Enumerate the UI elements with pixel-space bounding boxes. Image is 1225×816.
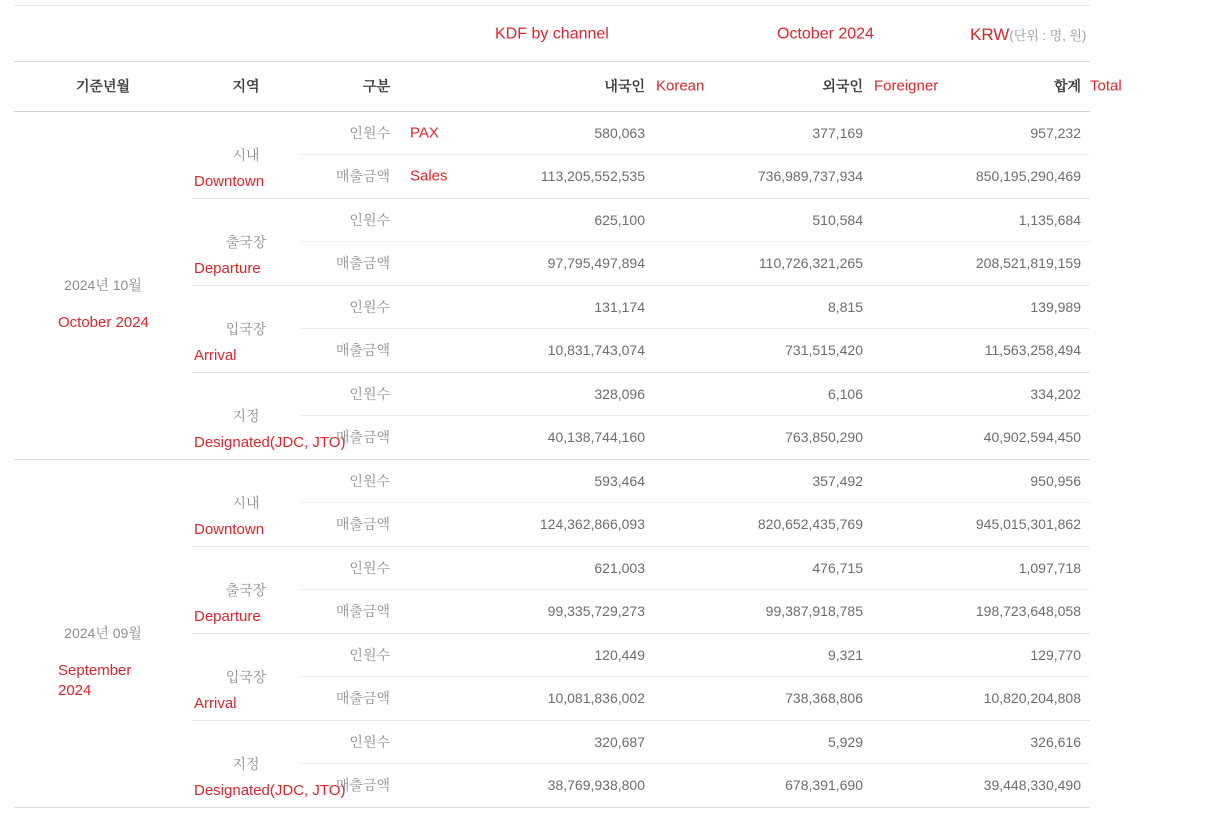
korean-value-cell: 580,063	[402, 111, 645, 155]
total-value-cell: 1,097,718	[863, 546, 1090, 590]
category-label: 인원수	[349, 385, 390, 402]
foreigner-value-cell: 8,815	[645, 285, 863, 329]
category-label: 매출금액	[335, 168, 390, 185]
korean-value-cell: 38,769,938,800	[402, 764, 645, 808]
month-annotation: October 2024	[58, 314, 149, 331]
region-annotation: Arrival	[194, 346, 237, 364]
foreigner-value-cell: 510,584	[645, 198, 863, 242]
korean-value-cell: 320,687	[402, 720, 645, 764]
month-label: 2024년 10월	[64, 277, 142, 293]
annotation-report-month: October 2024	[777, 25, 874, 43]
category-cell	[300, 285, 402, 329]
unit-caption	[970, 24, 1086, 44]
foreigner-value-cell: 357,492	[645, 459, 863, 503]
category-label: 매출금액	[335, 603, 390, 620]
korean-value-cell: 120,449	[402, 633, 645, 677]
region-label: 지정	[232, 407, 260, 424]
korean-value-cell: 593,464	[402, 459, 645, 503]
category-label: 매출금액	[335, 342, 390, 359]
region-annotation: Designated(JDC, JTO)	[194, 433, 346, 451]
korean-value-cell: 97,795,497,894	[402, 242, 645, 286]
region-label: 출국장	[225, 581, 267, 598]
col-header-region: 지역	[232, 78, 260, 95]
category-label: 인원수	[349, 124, 390, 141]
region-annotation: Departure	[194, 259, 261, 277]
region-label: 입국장	[225, 320, 267, 337]
month-annotation: September 2024	[58, 662, 132, 699]
category-label: 인원수	[349, 298, 390, 315]
total-value-cell: 11,563,258,494	[863, 329, 1090, 373]
region-annotation: Downtown	[194, 172, 265, 190]
korean-value-cell: 124,362,866,093	[402, 503, 645, 547]
total-value-cell: 957,232	[863, 111, 1090, 155]
category-annotation: Sales	[410, 167, 448, 185]
category-label: 매출금액	[335, 690, 390, 707]
table-caption-band	[14, 5, 1090, 62]
total-value-cell: 326,616	[863, 720, 1090, 764]
foreigner-value-cell: 377,169	[645, 111, 863, 155]
foreigner-value-cell: 738,368,806	[645, 677, 863, 721]
korean-value-cell: 621,003	[402, 546, 645, 590]
annotation-total: Total	[1090, 77, 1122, 95]
foreigner-value-cell: 763,850,290	[645, 416, 863, 460]
region-cell	[192, 546, 300, 633]
month-cell	[14, 459, 192, 807]
month-label: 2024년 09월	[64, 625, 142, 641]
total-value-cell: 950,956	[863, 459, 1090, 503]
annotation-krw: KRW	[970, 24, 1010, 44]
category-cell	[300, 459, 402, 503]
category-cell	[300, 633, 402, 677]
korean-value-cell: 131,174	[402, 285, 645, 329]
korean-value-cell: 328,096	[402, 372, 645, 416]
region-label: 시내	[232, 494, 260, 511]
category-label: 인원수	[349, 733, 390, 750]
foreigner-value-cell: 476,715	[645, 546, 863, 590]
region-cell	[192, 285, 300, 372]
korean-value-cell: 99,335,729,273	[402, 590, 645, 634]
region-cell	[192, 459, 300, 546]
region-annotation: Departure	[194, 607, 261, 625]
col-header-foreigner: 외국인	[822, 78, 863, 95]
category-cell	[300, 590, 402, 634]
korean-value-cell: 10,081,836,002	[402, 677, 645, 721]
region-annotation: Downtown	[194, 520, 265, 538]
region-cell	[192, 198, 300, 285]
foreigner-value-cell: 731,515,420	[645, 329, 863, 373]
region-cell	[192, 372, 346, 459]
total-value-cell: 1,135,684	[863, 198, 1090, 242]
total-value-cell: 39,448,330,490	[863, 764, 1090, 808]
col-header-month: 기준년월	[75, 78, 131, 95]
col-header-korean: 내국인	[604, 78, 645, 95]
region-cell	[192, 111, 300, 198]
category-label: 매출금액	[335, 255, 390, 272]
total-value-cell: 40,902,594,450	[863, 416, 1090, 460]
column-header-row	[14, 62, 1090, 111]
region-label: 시내	[232, 146, 260, 163]
category-cell	[300, 372, 402, 416]
category-cell	[300, 764, 402, 808]
month-cell	[14, 111, 192, 459]
region-label: 지정	[232, 755, 260, 772]
total-value-cell: 850,195,290,469	[863, 155, 1090, 199]
korean-value-cell: 10,831,743,074	[402, 329, 645, 373]
total-value-cell: 139,989	[863, 285, 1090, 329]
category-cell	[300, 720, 402, 764]
category-cell	[300, 416, 402, 460]
table-row	[14, 459, 1090, 503]
category-label: 인원수	[349, 472, 390, 489]
category-cell	[300, 198, 402, 242]
region-annotation: Designated(JDC, JTO)	[194, 781, 346, 799]
region-label: 입국장	[225, 668, 267, 685]
category-label: 인원수	[349, 559, 390, 576]
category-label: 매출금액	[335, 429, 390, 446]
category-annotation: PAX	[410, 124, 439, 142]
category-label: 인원수	[349, 211, 390, 228]
korean-value-cell: 113,205,552,535	[402, 155, 645, 199]
category-cell	[300, 329, 402, 373]
kdf-report-page	[14, 5, 1122, 808]
total-value-cell: 334,202	[863, 372, 1090, 416]
foreigner-value-cell: 820,652,435,769	[645, 503, 863, 547]
region-annotation: Arrival	[194, 694, 237, 712]
category-label: 매출금액	[335, 777, 390, 794]
region-cell	[192, 720, 346, 807]
category-cell	[300, 242, 402, 286]
total-value-cell: 10,820,204,808	[863, 677, 1090, 721]
annotation-korean: Korean	[656, 77, 705, 95]
col-header-total: 합계	[1053, 78, 1081, 95]
region-label: 출국장	[225, 233, 267, 250]
col-header-category: 구분	[362, 78, 390, 95]
foreigner-value-cell: 736,989,737,934	[645, 155, 863, 199]
category-label: 인원수	[349, 646, 390, 663]
foreigner-value-cell: 678,391,690	[645, 764, 863, 808]
category-cell	[300, 111, 439, 155]
category-cell	[300, 677, 402, 721]
total-value-cell: 945,015,301,862	[863, 503, 1090, 547]
total-value-cell: 129,770	[863, 633, 1090, 677]
category-label: 매출금액	[335, 516, 390, 533]
foreigner-value-cell: 6,106	[645, 372, 863, 416]
category-cell	[300, 503, 402, 547]
table-row	[14, 111, 1090, 155]
foreigner-value-cell: 99,387,918,785	[645, 590, 863, 634]
unit-note: (단위 : 명, 원)	[1009, 27, 1087, 43]
foreigner-value-cell: 9,321	[645, 633, 863, 677]
category-cell	[300, 546, 402, 590]
foreigner-value-cell: 110,726,321,265	[645, 242, 863, 286]
annotation-foreigner: Foreigner	[874, 77, 939, 95]
category-cell	[300, 155, 448, 199]
total-value-cell: 198,723,648,058	[863, 590, 1090, 634]
foreigner-value-cell: 5,929	[645, 720, 863, 764]
korean-value-cell: 625,100	[402, 198, 645, 242]
total-value-cell: 208,521,819,159	[863, 242, 1090, 286]
annotation-kdf-by-channel: KDF by channel	[495, 25, 609, 43]
duty-free-sales-table	[14, 62, 1122, 808]
region-cell	[192, 633, 300, 720]
korean-value-cell: 40,138,744,160	[402, 416, 645, 460]
